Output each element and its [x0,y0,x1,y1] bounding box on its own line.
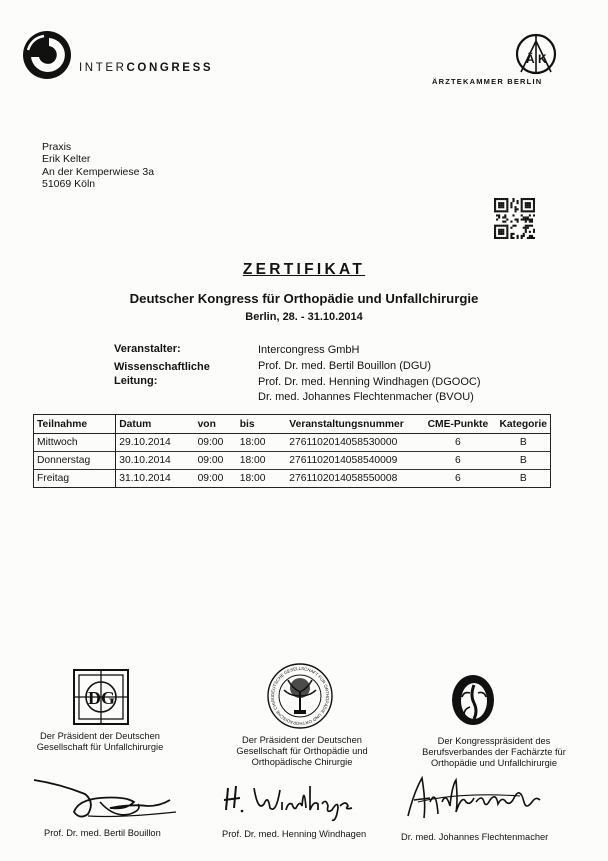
recipient-address [42,141,154,191]
leader-name: Prof. Dr. med. Henning Windhagen (DGOOC) [258,375,481,388]
address-line: An der Kemperwiese 3a [42,165,155,178]
cell-category: B [497,470,551,488]
signatory-name: Prof. Dr. med. Bertil Bouillon [44,828,161,838]
svg-text:K: K [538,52,547,66]
cell-day: Freitag [34,470,116,488]
signatory-name: Prof. Dr. med. Henning Windhagen [222,829,367,839]
cell-event-number: 2761102014058550008 [286,470,419,488]
address-line: Praxis [42,141,72,153]
cell-cme: 6 [419,434,496,452]
leader-name: Prof. Dr. med. Bertil Bouillon (DGU) [258,360,431,372]
col-header: Veranstaltungsnummer [286,415,419,434]
table-row [34,452,551,470]
organizer-value: Intercongress GmbH [258,344,360,356]
chamber-name: ÄRZTEKAMMER BERLIN [432,77,543,86]
cell-from: 09:00 [195,452,237,470]
cell-day: Donnerstag [34,452,116,470]
svg-text:G: G [101,688,116,708]
signatory-name: Dr. med. Johannes Flechtenmacher [401,832,549,842]
table-row [34,434,551,452]
cell-category: B [497,452,551,470]
address-line: 51069 Köln [42,178,96,191]
signature-flechtenmacher [400,772,550,824]
signatory-role: Der Kongresspräsident des Berufsverbandes der Fachärzte für Orthopädie und Unfallchirurgie [422,736,566,769]
cell-to: 18:00 [237,452,287,470]
scientific-leaders [258,359,481,406]
col-header: Kategorie [497,415,551,434]
signatory-role: Der Präsident der Deutschen Gesellschaft für Unfallchirurgie [36,731,164,753]
event-name: Deutscher Kongress für Orthopädie und Unfallchirurgie [129,291,479,306]
brand-name: INTERCONGRESS [79,62,214,74]
qr-code [494,198,535,239]
cell-event-number: 2761102014058540009 [286,452,419,470]
scientific-label: Wissenschaftliche Leitung: [114,361,210,387]
dgu-logo [72,668,130,726]
svg-text:Ä: Ä [526,52,535,66]
cell-cme: 6 [419,470,496,488]
cell-category: B [497,434,551,452]
cell-from: 09:00 [195,470,237,488]
leader-name: Dr. med. Johannes Flechtenmacher (BVOU) [258,391,474,404]
col-header: Teilnahme [34,415,116,434]
bvou-logo [450,673,496,727]
table-row [34,470,551,488]
signature-windhagen [220,774,360,822]
signatory-role: Der Präsident der Deutschen Gesellschaft für Orthopädie und Orthopädische Chirurgie [236,735,368,768]
dgooc-seal [266,662,334,730]
svg-text:DEUTSCHE GESELLSCHAFT FÜR ORTH: DEUTSCHE GESELLSCHAFT FÜR ORTHOPÄDIE UND ORTHOPÄDISCHE CHIRU [269,665,331,727]
event-place-date: Berlin, 28. - 31.10.2014 [245,311,363,323]
sessions-table [33,414,551,488]
cell-event-number: 2761102014058530000 [286,434,419,452]
svg-text:D: D [88,688,101,708]
cell-date: 29.10.2014 [116,434,195,452]
organizer-label: Veranstalter: [114,343,181,355]
col-header: CME-Punkte [419,415,496,434]
cell-day: Mittwoch [34,434,116,452]
aerztekammer-logo [515,33,557,75]
col-header: von [195,415,237,434]
cell-to: 18:00 [237,470,287,488]
certificate-title: ZERTIFIKAT [242,261,366,278]
col-header: bis [237,415,287,434]
cell-cme: 6 [419,452,496,470]
table-header-row [34,415,551,434]
address-line: Erik Kelter [42,153,91,166]
signature-bouillon [30,772,180,822]
cell-date: 31.10.2014 [116,470,195,488]
intercongress-logo [22,30,72,80]
col-header: Datum [116,415,195,434]
cell-from: 09:00 [195,434,237,452]
cell-date: 30.10.2014 [116,452,195,470]
cell-to: 18:00 [237,434,287,452]
